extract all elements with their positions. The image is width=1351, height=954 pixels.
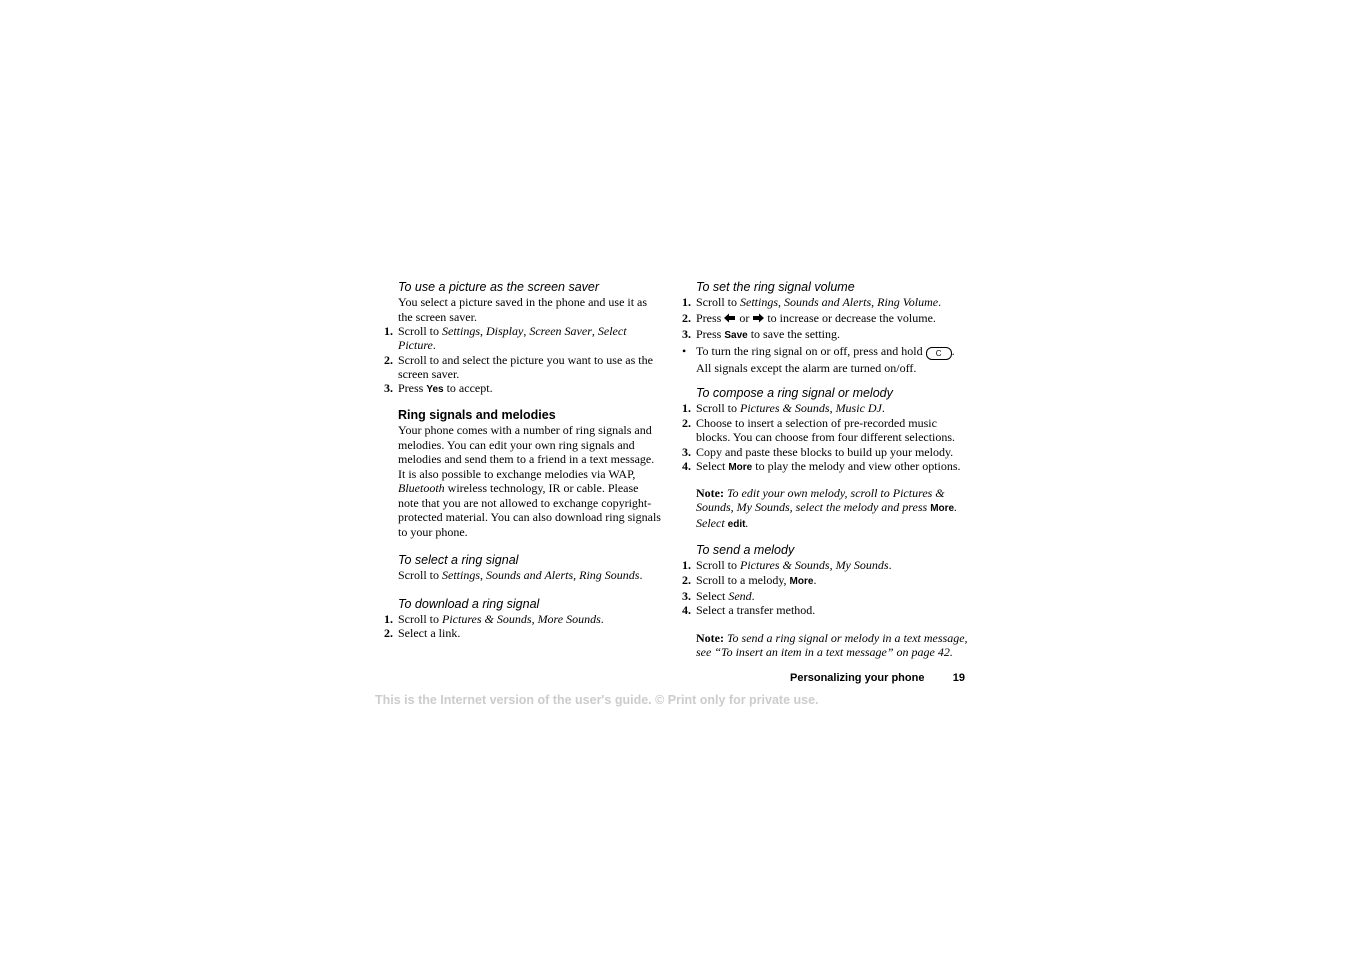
- download-step-1: [384, 612, 662, 626]
- menu-term: Select Picture: [398, 324, 627, 353]
- download-ring-heading: To download a ring signal: [398, 596, 540, 611]
- volume-step-3: [682, 327, 970, 343]
- send-melody-heading: To send a melody: [696, 543, 795, 558]
- menu-term: Pictures & Sounds: [740, 400, 830, 415]
- menu-term: Send: [728, 588, 752, 603]
- text: Press: [696, 326, 725, 341]
- compose-step-1: [682, 401, 970, 415]
- send-step-4: [682, 603, 970, 617]
- step-number: 1.: [682, 295, 691, 309]
- save-key-label: Save: [724, 329, 748, 341]
- compose-step-4: [682, 459, 970, 475]
- step-number: 3.: [682, 326, 691, 341]
- text: .: [751, 588, 755, 603]
- ring-signals-heading: Ring signals and melodies: [398, 408, 556, 423]
- step-number: 2.: [384, 626, 393, 641]
- page-footer: [790, 672, 968, 684]
- text: ,: [778, 295, 784, 309]
- text: ,: [573, 568, 580, 583]
- text: Select a link.: [398, 626, 461, 641]
- text: Scroll to and select the picture you want to use as the screen saver.: [398, 352, 653, 381]
- send-step-3: [682, 589, 970, 603]
- bluetooth-term: Bluetooth: [398, 481, 445, 496]
- right-column: [682, 280, 970, 660]
- step-number: 1.: [384, 324, 393, 338]
- yes-key-label: Yes: [426, 384, 444, 396]
- text: .: [881, 400, 885, 415]
- menu-term: Settings: [442, 324, 480, 338]
- right-arrow-key-icon: [752, 312, 764, 326]
- step-number: 1.: [384, 611, 393, 626]
- text: Scroll to: [398, 611, 442, 626]
- download-step-2: [384, 626, 662, 640]
- menu-term: Sounds and Alerts: [784, 295, 872, 309]
- text: to increase or decrease the volume.: [764, 311, 936, 326]
- text: Select: [696, 459, 729, 474]
- note-text: To edit your own melody, scroll to Pictures & Sounds, My Sounds, select the melody and press: [696, 486, 945, 515]
- more-key-label: More: [930, 503, 955, 515]
- menu-term: Sounds and Alerts: [486, 568, 574, 583]
- c-key-icon: C: [926, 347, 952, 360]
- text: .: [888, 558, 892, 573]
- menu-term: Settings: [740, 295, 778, 309]
- page-number: 19: [952, 672, 965, 684]
- step-number: 1.: [682, 400, 691, 415]
- menu-term: Screen Saver: [529, 324, 592, 338]
- text: To turn the ring signal on or off, press and hold: [696, 343, 926, 358]
- text: to save the setting.: [747, 326, 841, 341]
- edit-key-label: edit: [727, 519, 746, 531]
- text: ,: [480, 568, 486, 583]
- step-number: 2.: [682, 572, 691, 587]
- volume-heading: To set the ring signal volume: [696, 280, 855, 294]
- text: ,: [523, 324, 530, 338]
- text: or: [736, 311, 753, 326]
- text: ,: [480, 324, 486, 338]
- text: ,: [871, 295, 878, 309]
- text: Scroll to: [696, 295, 740, 309]
- note-text: . Select: [696, 500, 958, 531]
- menu-term: Ring Sounds: [579, 568, 640, 583]
- volume-step-2: [682, 311, 970, 326]
- text: Press: [398, 381, 427, 396]
- send-step-1: [682, 558, 970, 572]
- text: .: [639, 568, 643, 583]
- step-number: 2.: [682, 416, 691, 431]
- menu-term: My Sounds: [835, 558, 889, 573]
- text: .: [813, 572, 817, 587]
- footer-section-title: Personalizing your phone: [790, 672, 925, 684]
- text: .: [938, 295, 942, 309]
- text: ,: [591, 324, 598, 338]
- step-number: 4.: [682, 459, 691, 474]
- text: ,: [829, 558, 836, 573]
- send-step-2: [682, 573, 970, 589]
- menu-term: Pictures & Sounds: [442, 611, 532, 626]
- text: Scroll to a melody,: [696, 572, 790, 587]
- text: Scroll to: [398, 324, 442, 338]
- volume-bullet: [682, 343, 970, 376]
- text: Choose to insert a selection of pre-recorded music blocks. You can choose from four different selections.: [696, 416, 956, 445]
- menu-term: Pictures & Sounds: [740, 558, 830, 573]
- compose-step-3: [682, 445, 970, 459]
- menu-term: Display: [486, 324, 524, 338]
- step-number: 3.: [384, 381, 393, 396]
- ring-signals-paragraph: [384, 423, 662, 539]
- left-column: [384, 280, 662, 641]
- screen-saver-step-3: [384, 381, 662, 397]
- text: to play the melody and view other options.: [752, 459, 961, 474]
- text: Scroll to: [696, 400, 740, 415]
- select-ring-heading: To select a ring signal: [398, 553, 519, 568]
- note-label: Note:: [696, 630, 724, 645]
- screen-saver-step-1: [384, 324, 662, 353]
- menu-term: Settings: [442, 568, 480, 583]
- text: .: [600, 611, 604, 626]
- screen-saver-intro: You select a picture saved in the phone and use it as the screen saver.: [398, 295, 648, 324]
- text: Scroll to: [696, 558, 740, 573]
- more-key-label: More: [789, 575, 814, 587]
- step-number: 2.: [384, 352, 393, 367]
- text: ,: [531, 611, 538, 626]
- note-text: To send a ring signal or melody in a text message, see “To insert an item in a text message” on page 42.: [696, 630, 968, 660]
- text: Press: [696, 311, 725, 326]
- menu-term: Ring Volume: [877, 295, 939, 309]
- step-number: 4.: [682, 603, 691, 618]
- text: Select a transfer method.: [696, 603, 816, 618]
- menu-term: More Sounds: [537, 611, 601, 626]
- menu-term: Music DJ: [835, 400, 882, 415]
- volume-step-1: [682, 295, 970, 309]
- text: ,: [829, 400, 836, 415]
- step-number: 2.: [682, 311, 691, 326]
- text: Select: [696, 588, 729, 603]
- text: Copy and paste these blocks to build up your melody.: [696, 444, 954, 459]
- text: Your phone comes with a number of ring signals and melodies. You can edit your own ring signals and melodies and send them to a friend in a text message. It is also possible to exchange melodies via WAP,: [398, 423, 655, 481]
- step-number: 3.: [682, 444, 691, 459]
- compose-heading: To compose a ring signal or melody: [696, 385, 893, 400]
- send-melody-note: [682, 631, 970, 660]
- compose-step-2: [682, 416, 970, 445]
- text: Scroll to: [398, 568, 442, 583]
- step-number: 3.: [682, 588, 691, 603]
- internet-version-watermark: This is the Internet version of the user's guide. © Print only for private use.: [375, 693, 819, 707]
- screen-saver-step-2: [384, 353, 662, 382]
- note-text: .: [745, 516, 749, 531]
- text: wireless technology, IR or cable. Please note that you are not allowed to exchange copyright-protected material. You can also download ring signals to your phone.: [398, 481, 661, 539]
- select-ring-text: [384, 568, 662, 583]
- text: .: [432, 338, 436, 353]
- edit-melody-note: [682, 486, 970, 532]
- text: . All signals except the alarm are turned on/off.: [696, 343, 955, 375]
- screen-saver-heading: To use a picture as the screen saver: [398, 280, 600, 294]
- bullet: •: [682, 343, 687, 358]
- text: to accept.: [443, 381, 493, 396]
- step-number: 1.: [682, 558, 691, 573]
- left-arrow-key-icon: [724, 312, 736, 326]
- note-label: Note:: [696, 486, 724, 501]
- more-key-label: More: [728, 462, 753, 474]
